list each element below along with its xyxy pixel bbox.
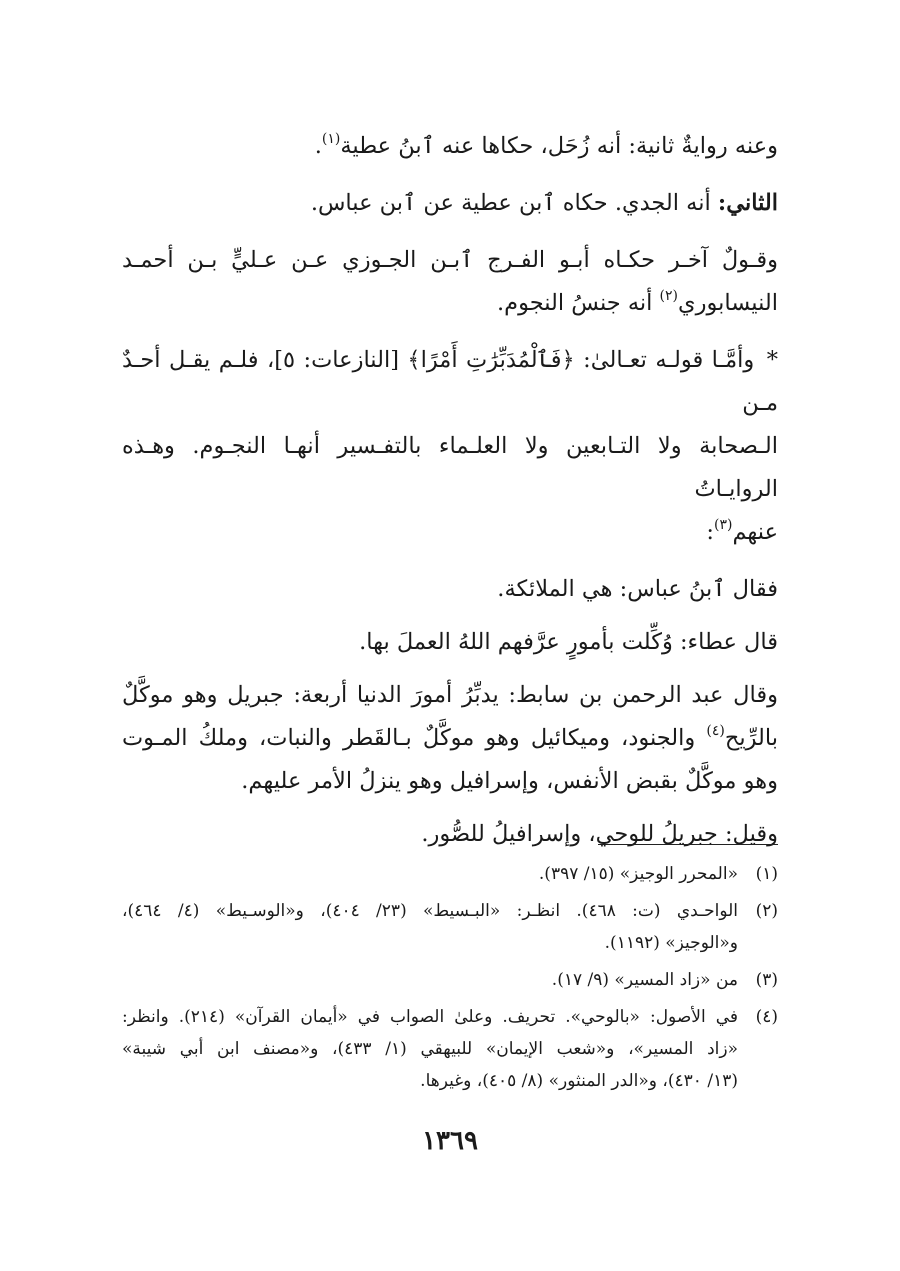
paragraph-7-line-3: وهو موكَّلٌ بقبض الأنفس، وإسرافيل وهو ينزلُ الأمر عليهم. [241,768,778,794]
paragraph-6: قال عطاء: وُكِّلت بأمورٍ عرَّفهم اللهُ العملَ بها. [359,629,778,655]
footnote-line: «زاد المسير»، و«شعب الإيمان» للبيهقي (١/ ٤٣٣)، و«مصنف ابن أبي شيبة» [122,1039,738,1059]
paragraph-1-end: . [314,133,322,159]
paragraph-7-line-2b: والجنود، وميكائيل وهو موكَّلٌ بـالقَطر والنبات، وملكُ المـوت [122,725,696,751]
footnote-ref-1: (١) [321,131,341,147]
paragraph-1 [122,125,778,168]
paragraph-4-line-3a: عنهم [732,519,778,545]
paragraph-2-text: أنه الجدي. حكاه ٱبن عطية عن ٱبن عباس. [310,190,711,216]
footnote-2 [122,895,778,959]
paragraph-2-label: الثاني: [717,190,778,216]
main-text [122,125,778,870]
footnote-ref-4: (٤) [706,723,725,739]
footnote-4 [122,1001,778,1097]
footnote-separator [598,844,778,845]
paragraph-4 [122,339,778,554]
footnote-line: «المحرر الوجيز» (١٥/ ٣٩٧). [538,864,738,884]
footnote-ref-2: (٢) [659,288,679,304]
page-number: ١٣٦٩ [422,1126,478,1156]
paragraph-7-line-1: وقال عبد الرحمن بن سابط: يدبِّرُ أمورَ الدنيا أربعة: جبريل وهو موكَّلٌ [122,682,778,708]
footnote-number: (٤) [755,1007,778,1027]
paragraph-7-line-2a: بالرِّيح [724,725,779,751]
paragraph-5: فقال ٱبنُ عباس: هي الملائكة. [497,576,778,602]
footnote-line: في الأصول: «بالوحي». تحريف. وعلىٰ الصواب في «أيمان القرآن» (٢١٤). وانظر: [122,1007,738,1027]
footnote-line: (١٣/ ٤٣٠)، و«الدر المنثور» (٨/ ٤٠٥)، وغيرها. [420,1071,738,1091]
paragraph-4-line-1: وأمَّـا قولـه تعـالىٰ: ﴿فَٱلْمُدَبِّرَٰتِ أَمْرًا﴾ [النازعات: ٥]، فلـم يقـل أحـدٌ مـن [122,347,778,416]
paragraph-8: وقيل: جبريلُ للوحي، وإسرافيلُ للصُّور. [421,821,778,847]
paragraph-1-text: وعنه روايةٌ ثانية: أنه زُحَل، حكاها عنه ٱبنُ عطية [340,133,778,159]
footnote-3 [122,964,778,996]
footnote-number: (١) [755,864,778,884]
paragraph-4-line-2: الـصحابة ولا التـابعين ولا العلـماء بالتفـسير أنهـا النجـوم. وهـذه الروايـاتُ [122,433,778,502]
footnote-ref-3: (٣) [713,517,733,533]
footnote-line: الواحـدي (ت: ٤٦٨). انظـر: «البـسيط» (٢٣/ ٤٠٤)، و«الوسـيط» (٤/ ٤٦٤)، [122,901,738,921]
footnotes [122,858,778,1102]
footnote-line: و«الوجيز» (١١٩٢). [604,933,738,953]
paragraph-2 [122,182,778,225]
footnote-1 [122,858,778,890]
paragraph-3 [122,239,778,325]
star-bullet: * [766,347,778,373]
paragraph-4-line-3b: : [706,519,714,545]
paragraph-7 [122,674,778,803]
paragraph-3-line-1: وقـولٌ آخـر حكـاه أبـو الفـرج ٱبـن الجـوزي عـن عـليٍّ بـن أحمـد [122,247,778,273]
footnote-line: من «زاد المسير» (٩/ ١٧). [551,970,738,990]
paragraph-3-line-2b: أنه جنسُ النجوم. [497,290,653,316]
footnote-number: (٣) [755,970,778,990]
paragraph-3-line-2a: النيسابوري [678,290,778,316]
footnote-number: (٢) [755,901,778,921]
